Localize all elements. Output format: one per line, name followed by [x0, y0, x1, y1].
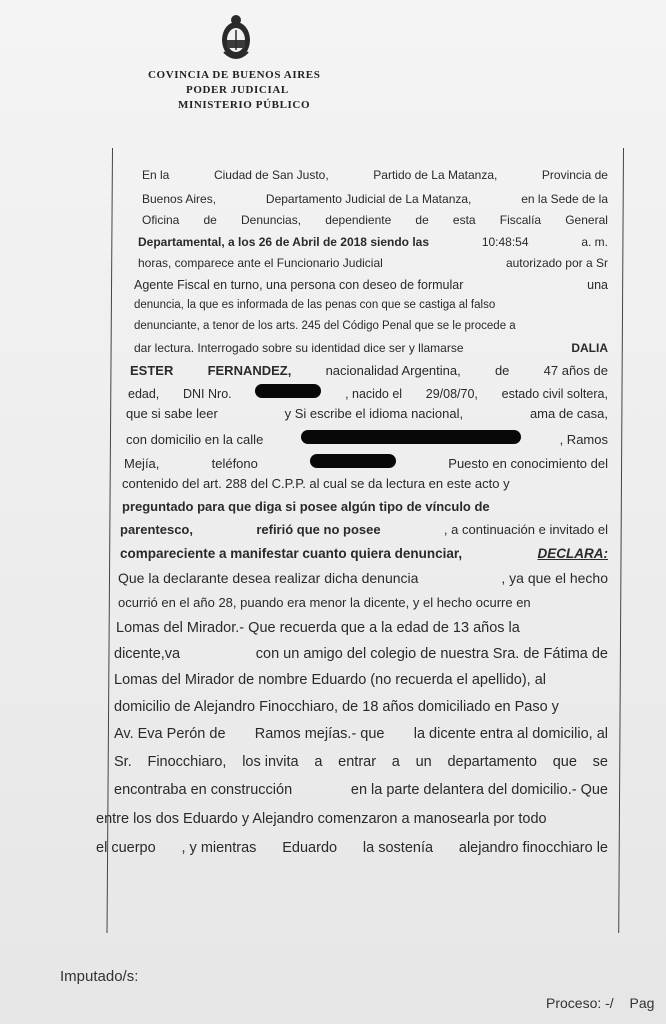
body-line: horas, comparece ante el Funcionario Judicial autorizado por a Sr	[138, 256, 608, 270]
body-line: ocurrió en el año 28, puando era menor la dicente, y el hecho ocurre en	[118, 595, 531, 610]
declaration-body	[96, 168, 608, 869]
header-line-1: COVINCIA DE BUENOS AIRES	[148, 69, 321, 81]
body-line: encontraba en construcción en la parte delantera del domicilio.- Que	[114, 782, 608, 798]
body-line: En la Ciudad de San Justo, Partido de La Matanza, Provincia de	[142, 168, 608, 182]
body-line: entre los dos Eduardo y Alejandro comenzaron a manosearla por todo	[96, 811, 547, 827]
imputado-label: Imputado/s:	[60, 968, 139, 985]
body-line: Oficina de Denuncias, dependiente de esta Fiscalía General	[142, 213, 608, 227]
redaction-phone	[310, 454, 396, 468]
body-line: Mejía, teléfono Puesto en conocimiento del	[124, 456, 608, 471]
body-line: Lomas del Mirador.- Que recuerda que a la edad de 13 años la	[116, 620, 520, 636]
body-line: Departamental, a los 26 de Abril de 2018 siendo las 10:48:54 a. m.	[138, 235, 608, 249]
header-line-3: MINISTERIO PÚBLICO	[178, 99, 311, 111]
body-line: dicente,va con un amigo del colegio de nuestra Sra. de Fátima de	[114, 646, 608, 662]
body-line: denuncia, la que es informada de las penas con que se castiga al falso	[134, 299, 496, 311]
body-line: edad, DNI Nro. , nacido el 29/08/70, estado civil soltera,	[114, 384, 608, 406]
body-line: compareciente a manifestar cuanto quiera denunciar, DECLARA:	[120, 546, 608, 561]
coat-of-arms-icon	[218, 12, 254, 62]
body-line: Lomas del Mirador de nombre Eduardo (no recuerda el apellido), al	[114, 672, 547, 688]
body-line: preguntado para que diga si posee algún tipo de vínculo de	[122, 499, 490, 514]
body-line: dar lectura. Interrogado sobre su identidad dice ser y llamarse DALIA	[134, 341, 608, 355]
redaction-dni	[255, 384, 321, 398]
body-line: contenido del art. 288 del C.P.P. al cual se da lectura en este acto y	[122, 476, 510, 491]
body-line: denunciante, a tenor de los arts. 245 del Código Penal que se le procede a	[134, 320, 516, 332]
body-line: el cuerpo , y mientras Eduardo la sostenía alejandro finocchiaro le	[96, 840, 608, 856]
institution-header	[140, 68, 340, 113]
body-line: Agente Fiscal en turno, una persona con deseo de formular una	[134, 278, 608, 292]
header-line-2: PODER JUDICIAL	[186, 84, 289, 96]
proceso-page-label	[546, 995, 654, 1011]
body-line: con domicilio en la calle , Ramos	[126, 432, 608, 447]
body-line: Sr. Finocchiaro, los invita a entrar a un departamento que se	[114, 754, 608, 770]
body-line: parentesco, refirió que no posee , a continuación e invitado el	[120, 522, 608, 537]
body-line: ESTER FERNANDEZ, nacionalidad Argentina, de 47 años de	[130, 363, 608, 378]
body-line: que si sabe leer y Si escribe el idioma nacional, ama de casa,	[126, 406, 608, 421]
body-line: domicilio de Alejandro Finocchiaro, de 18 años domiciliado en Paso y	[114, 699, 559, 715]
right-margin-rule	[618, 148, 624, 933]
body-line: Buenos Aires, Departamento Judicial de La Matanza, en la Sede de la	[142, 192, 608, 206]
body-line: Av. Eva Perón de Ramos mejías.- que la dicente entra al domicilio, al	[114, 726, 608, 742]
body-line: Que la declarante desea realizar dicha denuncia , ya que el hecho	[118, 570, 608, 586]
redaction-address	[301, 430, 521, 444]
pag-label: Pag	[629, 995, 655, 1011]
proceso-label: Proceso: -/	[546, 995, 614, 1011]
